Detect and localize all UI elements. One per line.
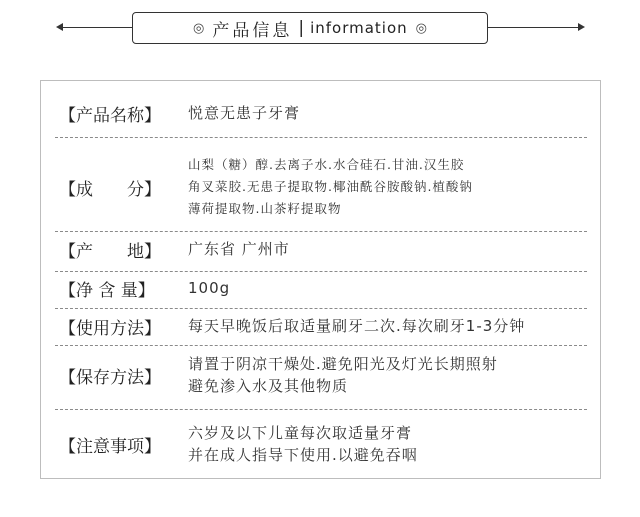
header-title-en: information [310, 19, 408, 37]
row-product-name [41, 98, 600, 128]
row-value [188, 102, 300, 124]
value-line: 薄荷提取物.山茶籽提取物 [188, 201, 342, 216]
row-label: 【净 含 量】 [59, 280, 155, 301]
ornament-left-icon: ◎ [193, 20, 205, 36]
row-divider [55, 271, 587, 272]
row-notes [41, 419, 600, 469]
value-line: 六岁及以下儿童每次取适量牙膏 [188, 424, 413, 442]
row-divider [55, 137, 587, 138]
value-line: 请置于阴凉干燥处.避免阳光及灯光长期照射 [188, 355, 498, 373]
row-value [188, 154, 473, 220]
row-net-content [41, 273, 600, 303]
row-value [188, 422, 418, 466]
section-header [132, 12, 488, 44]
ornament-right-icon: ◎ [415, 20, 427, 36]
row-storage [41, 349, 600, 401]
row-value [188, 238, 290, 260]
value-line: 每天早晚饭后取适量刷牙二次.每次刷牙1-3分钟 [188, 317, 526, 335]
value-line: 悦意无患子牙膏 [188, 104, 301, 122]
row-value [188, 353, 498, 397]
row-label: 【使用方法】 [59, 318, 161, 339]
header-separator: | [298, 18, 305, 38]
header-rule-left [60, 27, 132, 28]
row-value [188, 315, 525, 337]
value-line: 角叉菜胶.无患子提取物.椰油酰谷胺酸钠.植酸钠 [188, 179, 473, 194]
row-divider [55, 345, 587, 346]
row-label: 【成 分】 [59, 179, 161, 200]
row-usage [41, 311, 600, 341]
value-line: 并在成人指导下使用.以避免吞咽 [188, 446, 418, 464]
header-rule-right [488, 27, 580, 28]
row-origin [41, 234, 600, 264]
row-label: 【产 地】 [59, 241, 161, 262]
row-ingredients [41, 153, 600, 221]
row-label: 【注意事项】 [59, 436, 161, 457]
row-divider [55, 231, 587, 232]
value-line: 100g [188, 279, 231, 297]
value-line: 广东省 广州市 [188, 240, 290, 258]
right-arrow-icon [578, 23, 585, 31]
row-value [188, 277, 230, 299]
row-divider [55, 308, 587, 309]
row-label: 【产品名称】 [59, 105, 161, 126]
product-info-table [40, 80, 601, 479]
value-line: 山梨（糖）醇.去离子水.水合硅石.甘油.汉生胶 [188, 157, 465, 172]
header-title-cn: 产品信息 [212, 20, 293, 41]
value-line: 避免渗入水及其他物质 [188, 377, 349, 395]
row-divider [55, 409, 587, 410]
row-label: 【保存方法】 [59, 367, 161, 388]
